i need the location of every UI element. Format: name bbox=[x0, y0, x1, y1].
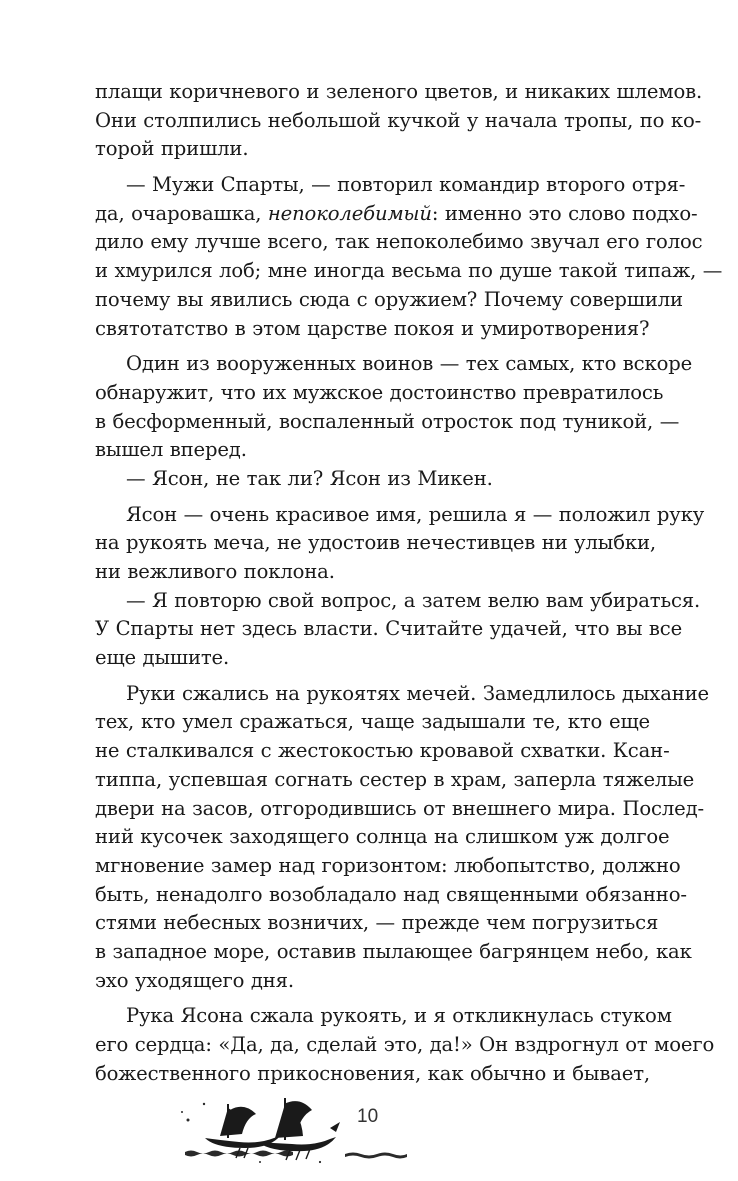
text-line: — Мужи Спарты, — повторил командир второго отря- bbox=[126, 173, 686, 197]
text-line: Один из вооруженных воинов — тех самых, кто вскоре bbox=[126, 352, 693, 376]
page-footer-ornament bbox=[180, 1082, 420, 1170]
text-line: и хмурился лоб; мне иногда весьма по душе такой типаж, — bbox=[95, 259, 723, 283]
text-line: божественного прикосновения, как обычно и бывает, bbox=[95, 1061, 650, 1085]
text-line: ни вежливого поклона. bbox=[95, 560, 335, 583]
text-line: ний кусочек заходящего солнца на слишком уж долгое bbox=[95, 825, 670, 849]
text-line: Они столпились небольшой кучкой у начала тропы, по ко- bbox=[95, 108, 702, 132]
text-line: стями небесных возничих, — прежде чем погрузиться bbox=[95, 911, 659, 935]
text-line: — Ясон, не так ли? Ясон из Микен. bbox=[126, 466, 493, 490]
text-line: Рука Ясона сжала рукоять, и я откликнулась стуком bbox=[126, 1004, 672, 1028]
text-line: святотатство в этом царстве покоя и умиротворения? bbox=[95, 316, 650, 340]
text-line: эхо уходящего дня. bbox=[95, 968, 294, 992]
italic-word: непоколебимый bbox=[267, 201, 432, 225]
text-line: его сердца: «Да, да, сделай это, да!» Он вздрогнул от моего bbox=[95, 1033, 715, 1056]
text-line: мгновение замер над горизонтом: любопытство, должно bbox=[95, 853, 681, 877]
text-line: в западное море, оставив пылающее багрянцем небо, как bbox=[95, 939, 692, 963]
text-line: типпа, успевшая согнать сестер в храм, заперла тяжелые bbox=[95, 767, 695, 791]
text-line: в бесформенный, воспаленный отросток под туникой, — bbox=[95, 409, 680, 433]
text-line: тех, кто умел сражаться, чаще задышали те, кто еще bbox=[95, 710, 650, 734]
text-line bbox=[95, 200, 698, 229]
text-line: не сталкивался с жестокостью кровавой схватки. Ксан- bbox=[95, 739, 670, 763]
text-line: Руки сжались на рукоятях мечей. Замедлилось дыхание bbox=[126, 681, 709, 705]
text-line: вышел вперед. bbox=[95, 438, 247, 462]
text-fragment: да, очаровашка, bbox=[95, 201, 268, 225]
text-line: еще дышите. bbox=[95, 646, 230, 670]
text-line: обнаружит, что их мужское достоинство превратилось bbox=[95, 380, 664, 404]
text-line: дило ему лучше всего, так непоколебимо звучал его голос bbox=[95, 230, 703, 254]
text-line: плащи коричневого и зеленого цветов, и никаких шлемов. bbox=[95, 80, 703, 103]
text-line: двери на засов, отгородившись от внешнего мира. Послед- bbox=[95, 796, 704, 820]
text-line: на рукоять меча, не удостоив нечестивцев ни улыбки, bbox=[95, 531, 656, 555]
text-fragment: : именно это слово подхо- bbox=[431, 201, 698, 225]
text-line: почему вы явились сюда с оружием? Почему совершили bbox=[95, 287, 683, 311]
text-line: быть, ненадолго возобладало над священными обязанно- bbox=[95, 882, 687, 906]
ships-ornament-icon bbox=[180, 1082, 420, 1170]
text-line: У Спарты нет здесь власти. Считайте удачей, что вы все bbox=[95, 617, 683, 641]
text-line: торой пришли. bbox=[95, 137, 249, 161]
text-line: Ясон — очень красивое имя, решила я — положил руку bbox=[126, 502, 705, 526]
page-number: 10 bbox=[357, 1106, 379, 1127]
text-line: — Я повторю свой вопрос, а затем велю вам убираться. bbox=[126, 588, 701, 612]
body-text bbox=[95, 78, 723, 1088]
